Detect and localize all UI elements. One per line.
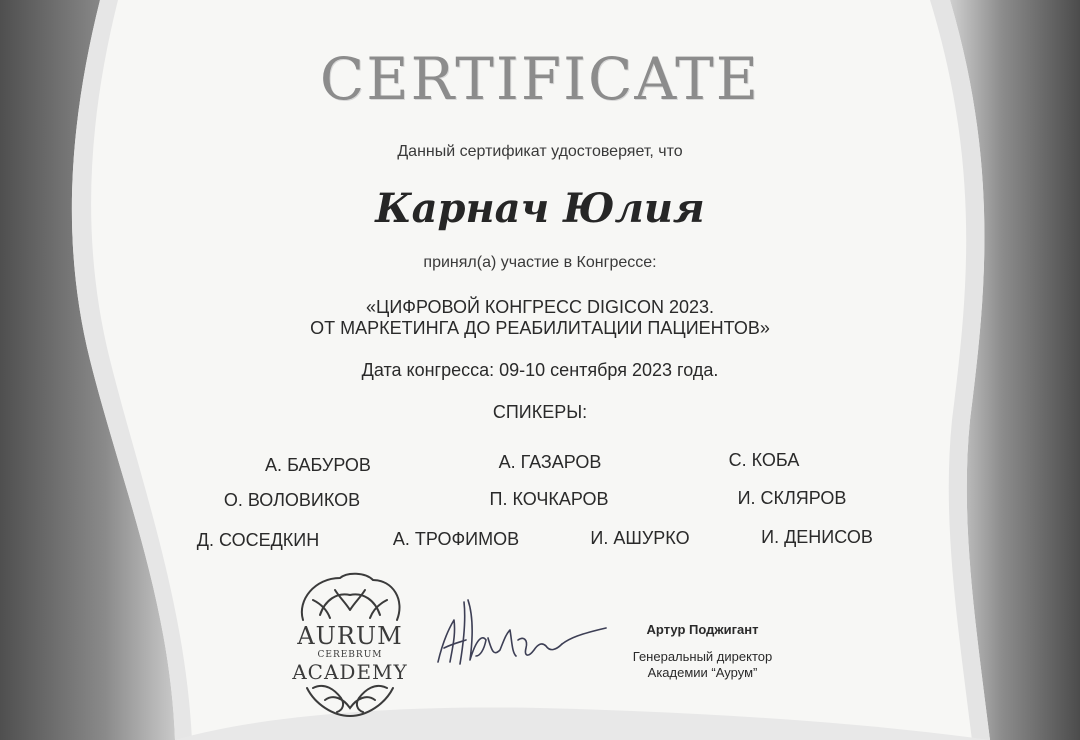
speaker-name: И. АШУРКО [590, 528, 690, 548]
speaker-name: О. ВОЛОВИКОВ [223, 490, 361, 510]
speaker-name: А. ТРОФИМОВ [392, 529, 520, 549]
signature-icon [430, 590, 610, 680]
congress-name-line1: «ЦИФРОВОЙ КОНГРЕСС DIGICON 2023. [366, 297, 714, 317]
certificate-title: CERTIFICATE [319, 45, 761, 113]
academy-logo [285, 570, 415, 720]
speaker-name: Д. СОСЕДКИН [196, 530, 320, 550]
speaker-name: И. ДЕНИСОВ [761, 527, 873, 547]
signer-role [615, 649, 790, 681]
logo-cerebrum-text: CEREBRUM [317, 650, 383, 660]
speaker-name: А. ГАЗАРОВ [498, 452, 602, 472]
intro-text: Данный сертификат удостоверяет, что [397, 143, 683, 160]
congress-date: Дата конгресса: 09-10 сентября 2023 года. [361, 360, 719, 380]
speaker-name: П. КОЧКАРОВ [489, 489, 609, 509]
speaker-name: И. СКЛЯРОВ [737, 488, 847, 508]
signer-name: Артур Поджигант [646, 622, 759, 637]
speaker-name: С. КОБА [728, 450, 800, 470]
speakers-heading: СПИКЕРЫ: [492, 402, 588, 422]
speaker-name: А. БАБУРОВ [265, 455, 371, 475]
signer-role-line1: Генеральный директор [632, 649, 773, 664]
participation-text: принял(а) участие в Конгрессе: [423, 254, 657, 271]
logo-academy-text: ACADEMY [292, 660, 408, 684]
signer-block [615, 622, 790, 681]
congress-name-line2: ОТ МАРКЕТИНГА ДО РЕАБИЛИТАЦИИ ПАЦИЕНТОВ» [310, 318, 770, 338]
signer-role-line2: Академии “Аурум” [647, 665, 758, 680]
logo-aurum-text: AURUM [297, 622, 403, 650]
recipient-name: Карнач Юлия [375, 185, 705, 232]
